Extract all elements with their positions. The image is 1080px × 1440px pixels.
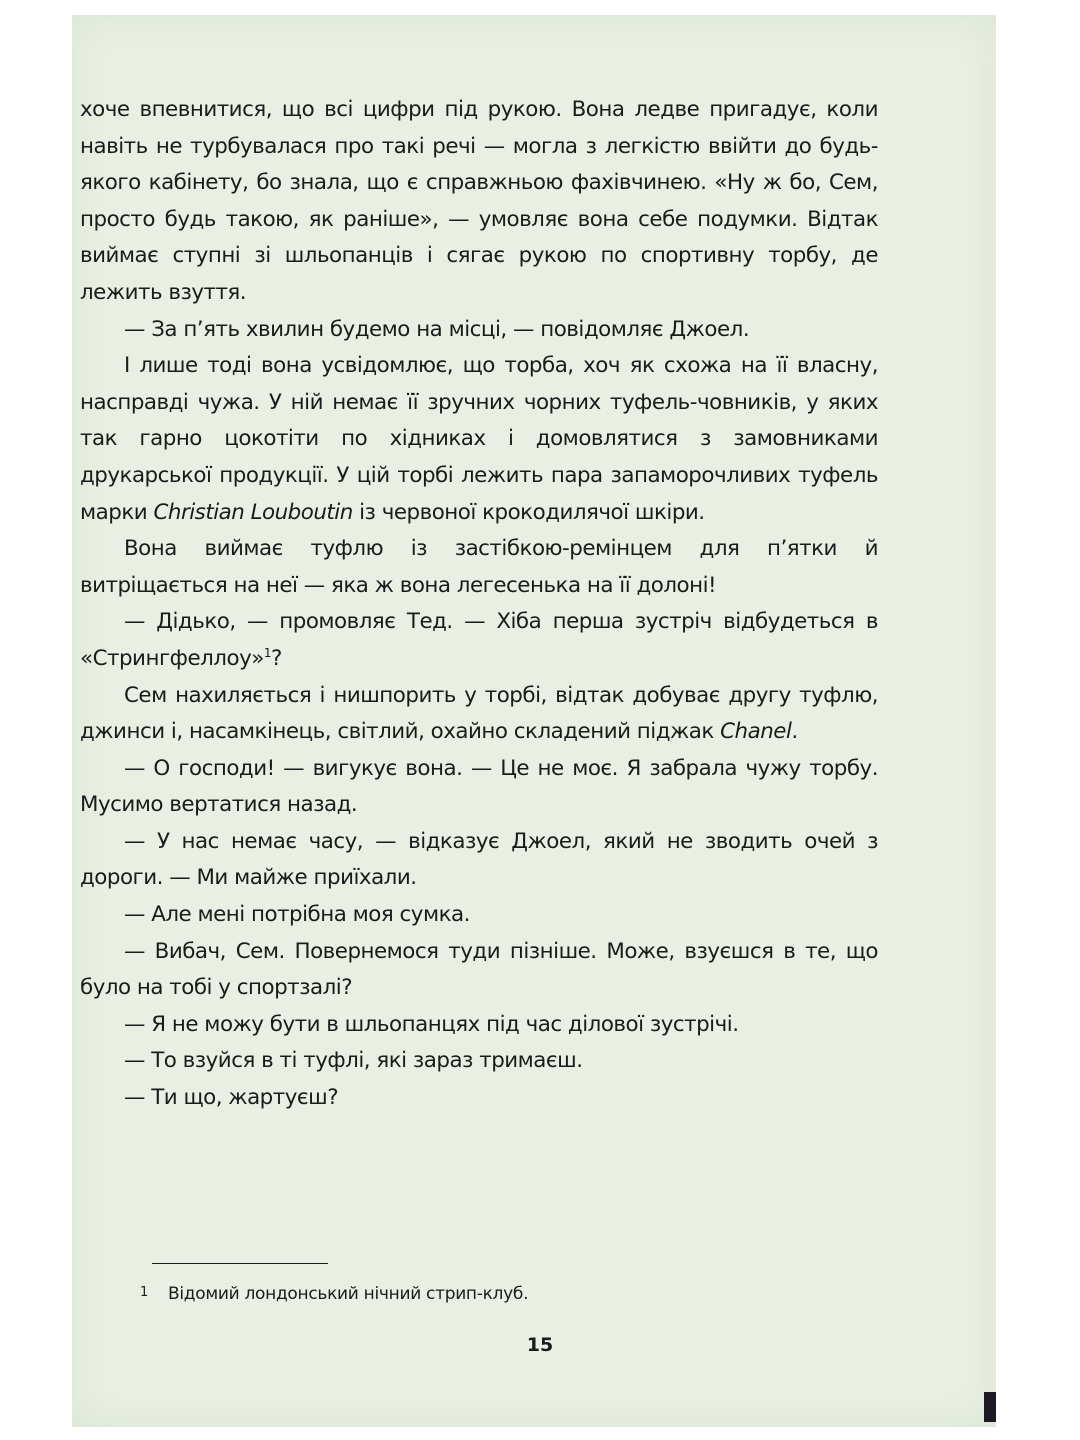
text-run: Дідько, — промовляє Тед. — Хіба перша зустріч відбудеться в «Стрингфеллоу»: [80, 609, 878, 671]
footnote: [140, 1280, 528, 1307]
paragraph: [80, 678, 878, 751]
text-run: Але мені потрібна моя сумка.: [151, 902, 470, 928]
dialogue-line: [80, 751, 878, 824]
italic-text: Christian Louboutin: [153, 499, 353, 525]
dialogue-line: [80, 897, 878, 934]
text-run: О господи! — вигукує вона. — Це не моє. Я забрала чужу торбу. Мусимо вертатися назад.: [80, 755, 878, 818]
dialogue-line: [80, 934, 878, 1007]
italic-text: Chanel: [720, 719, 792, 745]
dialogue-line: [80, 1007, 878, 1044]
text-run: За п’ять хвилин будемо на місці, — повідомляє Джоел.: [151, 316, 750, 342]
text-run: У нас немає часу, — відказує Джоел, який не зводить очей з дороги. — Ми майже приїхали.: [80, 828, 878, 891]
footnote-marker: 1: [140, 1285, 148, 1300]
text-run: Я не можу бути в шльопанцях під час ділової зустрічі.: [151, 1011, 739, 1037]
body-text: [80, 92, 878, 1117]
text-run: Вибач, Сем. Повернемося туди пізніше. Може, взуєшся в те, що було на тобі у спортзалі?: [80, 938, 878, 1001]
text-run: І лише тоді вона усвідомлює, що торба, хоч як схожа на її власну, насправді чужа. У ній немає її зручних чорних туфель-човників, у яких так гарно цокотіти по хідниках і домовлятися з замовниками друкарської продукції. У цій торбі лежить пара запаморочливих туфель марки: [80, 353, 878, 525]
footnote-reference: 1: [263, 645, 271, 660]
footnote-text: Відомий лондонський нічний стрип-клуб.: [168, 1284, 529, 1304]
text-run: Сем нахиляється і нишпорить у торбі, відтак добуває другу туфлю, джинси і, насамкінець, світлий, охайно складений піджак: [80, 682, 878, 745]
text-run: із червоної крокодилячої шкіри.: [352, 499, 705, 525]
dialogue-line: [80, 824, 878, 897]
text-run: Ти що, жартуєш?: [151, 1085, 339, 1111]
page-edge-shadow: [984, 1392, 996, 1422]
text-run: .: [791, 719, 798, 745]
text-run: Вона виймає туфлю із застібкою-ремінцем для п’ятки й витріщається на неї — яка ж вона легесенька на її долоні!: [80, 536, 878, 598]
paragraph: [80, 92, 878, 312]
dialogue-line: [80, 604, 878, 677]
text-run: То взуйся в ті туфлі, які зараз тримаєш.: [151, 1048, 583, 1074]
dialogue-line: [80, 1043, 878, 1080]
paragraph: [80, 348, 878, 531]
dialogue-line: [80, 1080, 878, 1117]
paragraph: [80, 531, 878, 604]
text-run: ?: [270, 645, 282, 671]
page-number: 15: [526, 1334, 554, 1356]
dialogue-line: [80, 312, 878, 349]
text-run: хоче впевнитися, що всі цифри під рукою. Вона ледве пригадує, коли навіть не турбувалася про такі речі — могла з легкістю ввійти до будь-якого кабінету, бо знала, що є справжньою фахівчинею. «Ну ж бо, Сем, просто будь такою, як раніше», — умовляє вона себе подумки. Відтак виймає ступні зі шльопанців і сягає рукою по спортивну торбу, де лежить взуття.: [80, 97, 878, 305]
footnote-separator: [152, 1263, 328, 1264]
